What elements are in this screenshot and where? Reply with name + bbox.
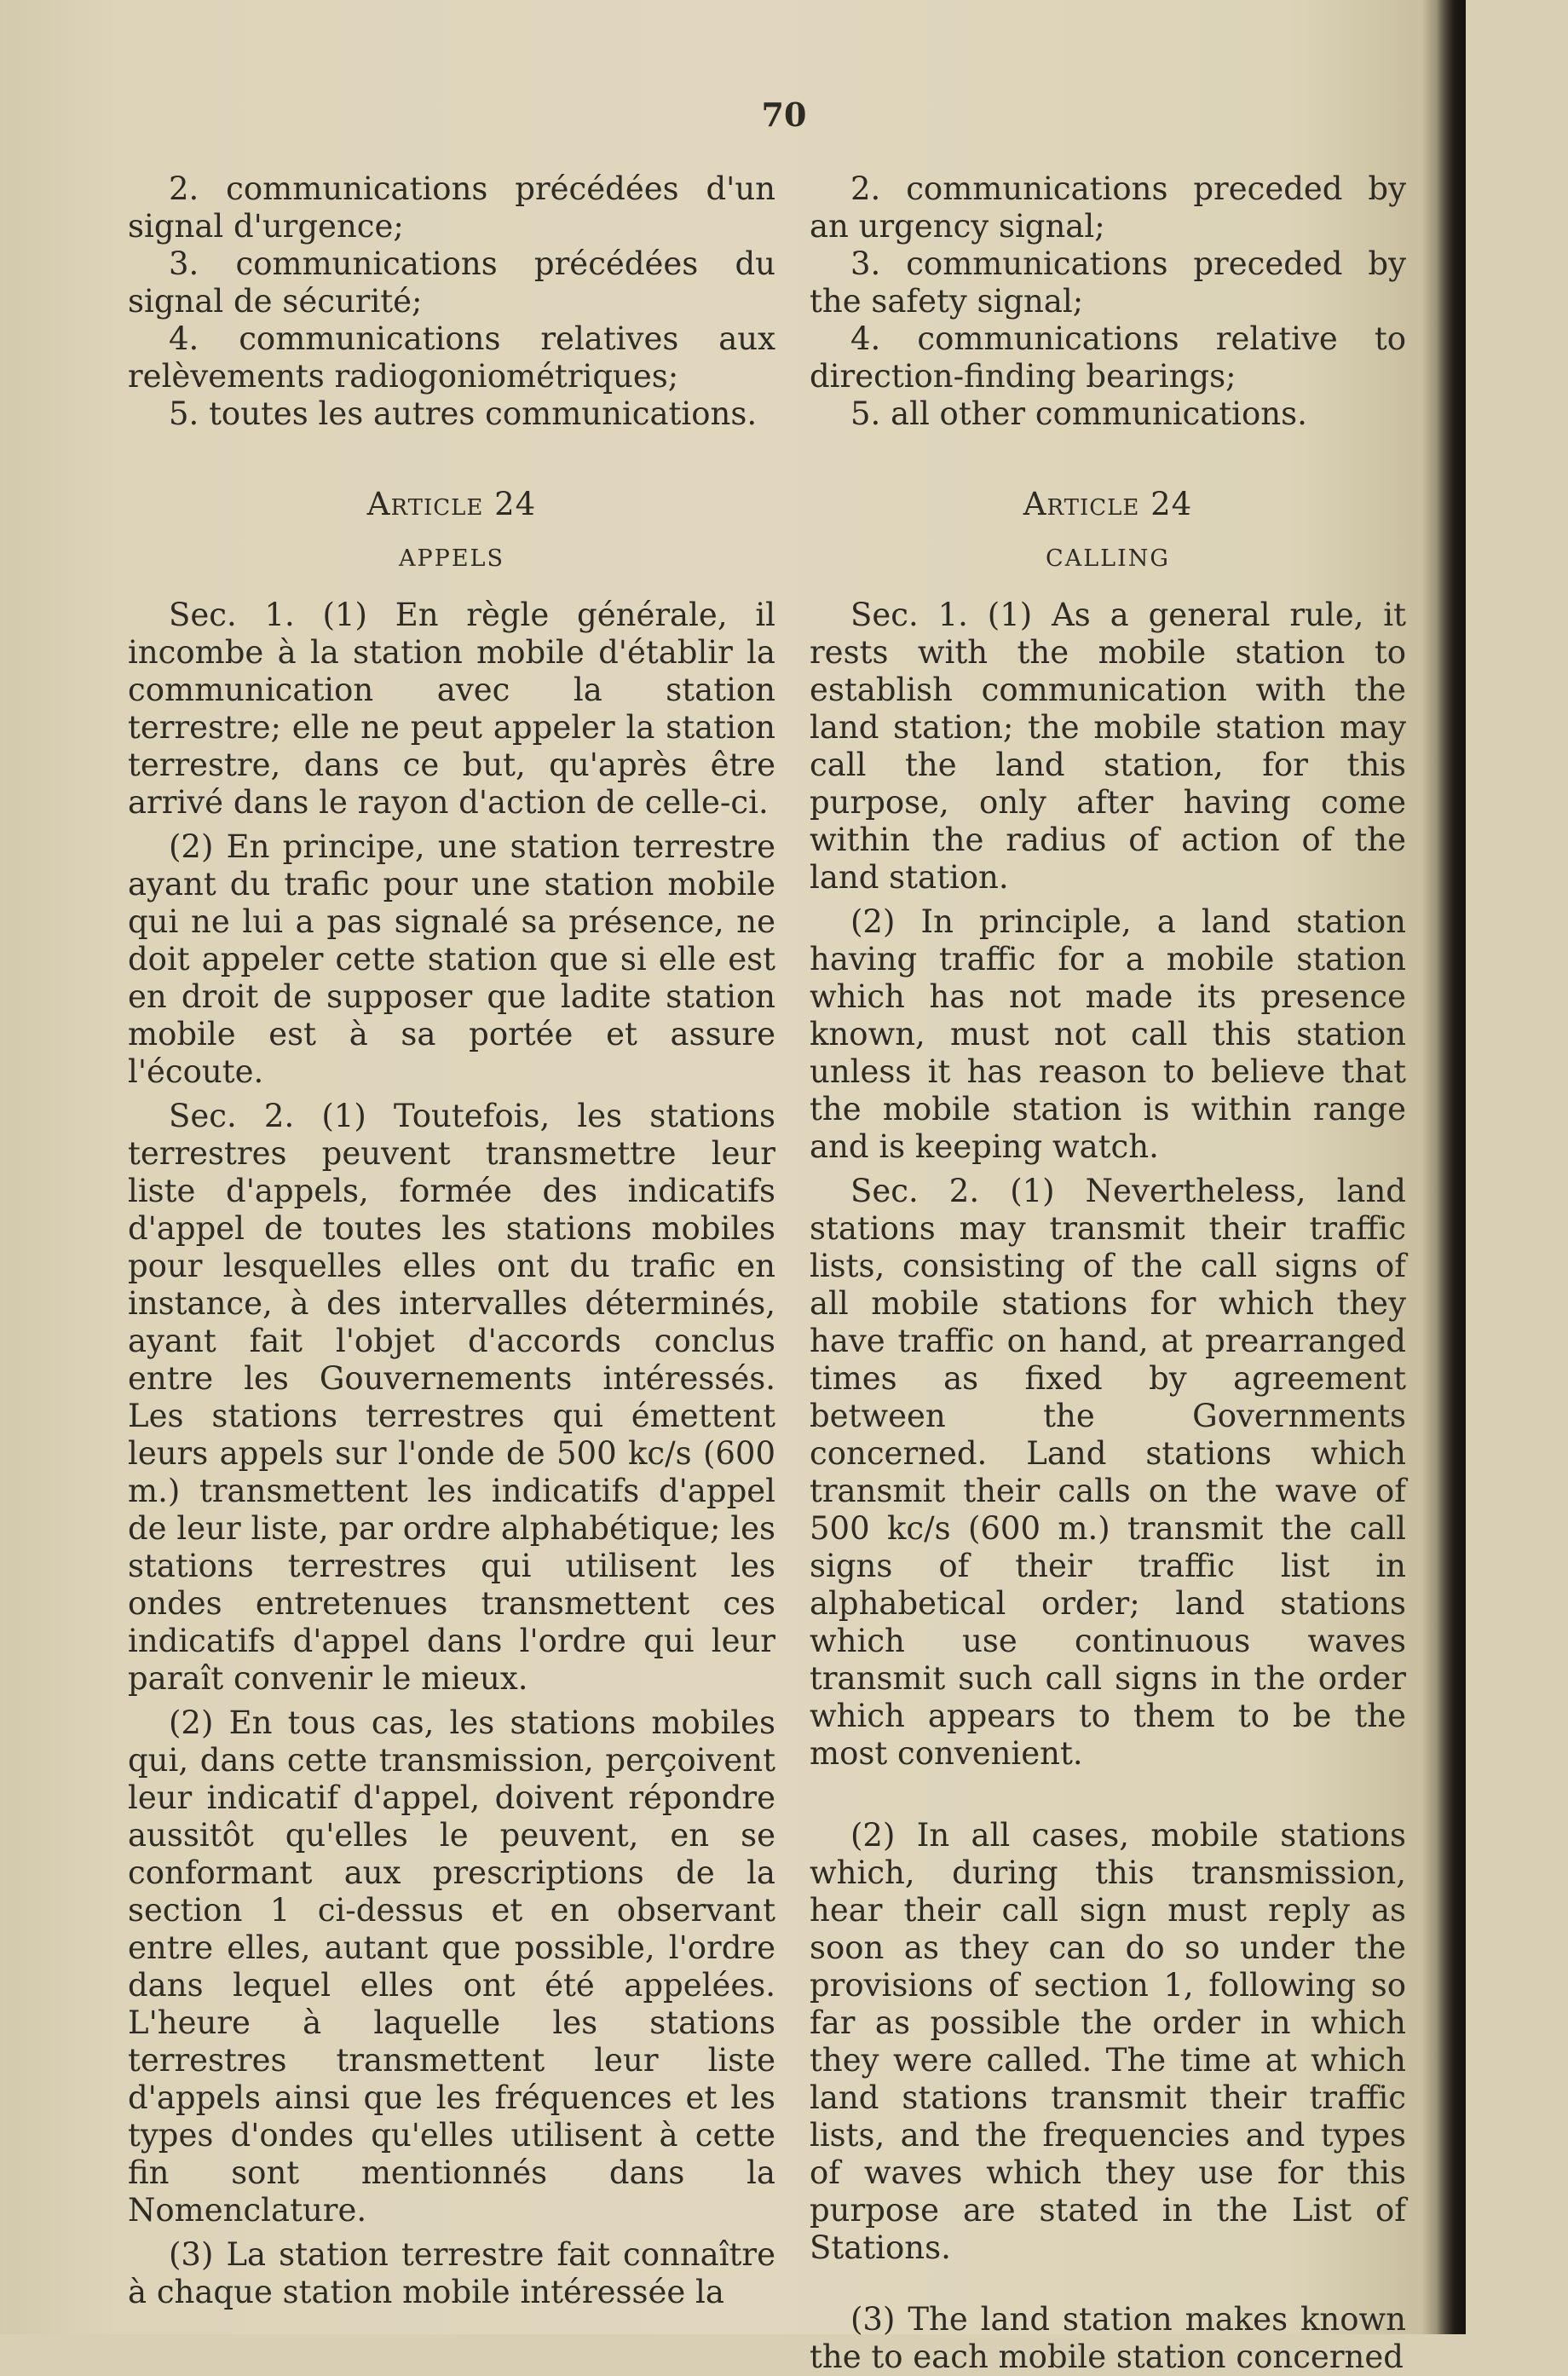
en-item-2: 2. communications preceded by an urgency signal; (810, 170, 1406, 245)
book-spine-shadow (1437, 0, 1466, 2334)
page-number: 70 (761, 95, 807, 134)
fr-item-2: 2. communications précédées d'un signal d'urgence; (128, 170, 775, 245)
en-sec1-para2: (2) In principle, a land station having traffic for a mobile station which has not made its presence known, must not call this station unless it has reason to believe that the mobile station is within range and is keeping watch. (810, 903, 1406, 1165)
fr-sec2-para3: (3) La station terrestre fait connaître à chaque station mobile intéressée la (128, 2236, 775, 2310)
en-item-3: 3. communications preceded by the safety signal; (810, 245, 1406, 320)
en-section-title: CALLING (1046, 545, 1170, 572)
en-sec2-para1: Sec. 2. (1) Nevertheless, land stations may transmit their traffic lists, consisting of the call signs of all mobile stations for which they have traffic on hand, at prearranged times as fixed by agreement between the Governments concerned. Land stations which transmit their calls on the wave of 500 kc/s (600 m.) transmit the call signs of their traffic list in alphabetical order; land stations which use continuous waves transmit such call signs in the order which appears to them to be the most convenient. (810, 1173, 1406, 1772)
fr-item-5: 5. toutes les autres communications. (169, 395, 758, 432)
en-sec2-para2: (2) In all cases, mobile stations which, during this transmission, hear their call sign must reply as soon as they can do so under the provisions of section 1, following so far as possible the order in which they were called. The time at which land stations transmit their traffic lists, and the frequencies and types of waves which they use for this purpose are stated in the List of Stations. (810, 1817, 1406, 2266)
fr-item-4: 4. communications relatives aux relèvements radiogoniométriques; (128, 320, 775, 395)
fr-sec2-para2: (2) En tous cas, les stations mobiles qui, dans cette transmission, perçoivent leur indicatif d'appel, doivent répondre aussitôt qu'elles le peuvent, en se conformant aux prescriptions de la section 1 ci-dessus et en observant entre elles, autant que possible, l'ordre dans lequel elles ont été appelées. L'heure à laquelle les stations terrestres transmettent leur liste d'appels ainsi que les fréquences et les types d'ondes qu'elles utilisent à cette fin sont mentionnés dans la Nomenclature. (128, 1704, 775, 2229)
en-article-heading: Article 24 (1023, 486, 1193, 522)
en-item-4: 4. communications relative to direction-finding bearings; (810, 320, 1406, 395)
fr-sec1-para1: Sec. 1. (1) En règle générale, il incombe à la station mobile d'établir la communication avec la station terrestre; elle ne peut appeler la station terrestre, dans ce but, qu'après être arrivé dans le rayon d'action de celle-ci. (128, 597, 775, 821)
fr-sec2-para1: Sec. 2. (1) Toutefois, les stations terrestres peuvent transmettre leur liste d'appels, formée des indicatifs d'appel de toutes les stations mobiles pour lesquelles elles ont du trafic en instance, à des intervalles déterminés, ayant fait l'objet d'accords conclus entre les Gouvernements intéressés. Les stations terrestres qui émettent leurs appels sur l'onde de 500 kc/s (600 m.) transmettent les indicatifs d'appel de leur liste, par ordre alphabétique; les stations terrestres qui utilisent les ondes entretenues transmettent ces indicatifs d'appel dans l'ordre qui leur paraît convenir le mieux. (128, 1098, 775, 1697)
en-sec2-para3: (3) The land station makes known the to each mobile station concerned (810, 2301, 1406, 2375)
fr-section-title: APPELS (399, 545, 504, 572)
en-sec1-para1: Sec. 1. (1) As a general rule, it rests with the mobile station to establish communication with the land station; the mobile station may call the land station, for this purpose, only after having come within the radius of action of the land station. (810, 597, 1406, 896)
fr-sec1-para2: (2) En principe, une station terrestre ayant du trafic pour une station mobile qui ne lui a pas signalé sa présence, ne doit appeler cette station que si elle est en droit de supposer que ladite station mobile est à sa portée et assure l'écoute. (128, 828, 775, 1090)
english-column (810, 170, 1406, 2376)
fr-item-3: 3. communications précédées du signal de sécurité; (128, 245, 775, 320)
french-column (128, 170, 775, 2311)
fr-article-heading: Article 24 (366, 486, 537, 522)
en-item-5: 5. all other communications. (850, 395, 1307, 432)
